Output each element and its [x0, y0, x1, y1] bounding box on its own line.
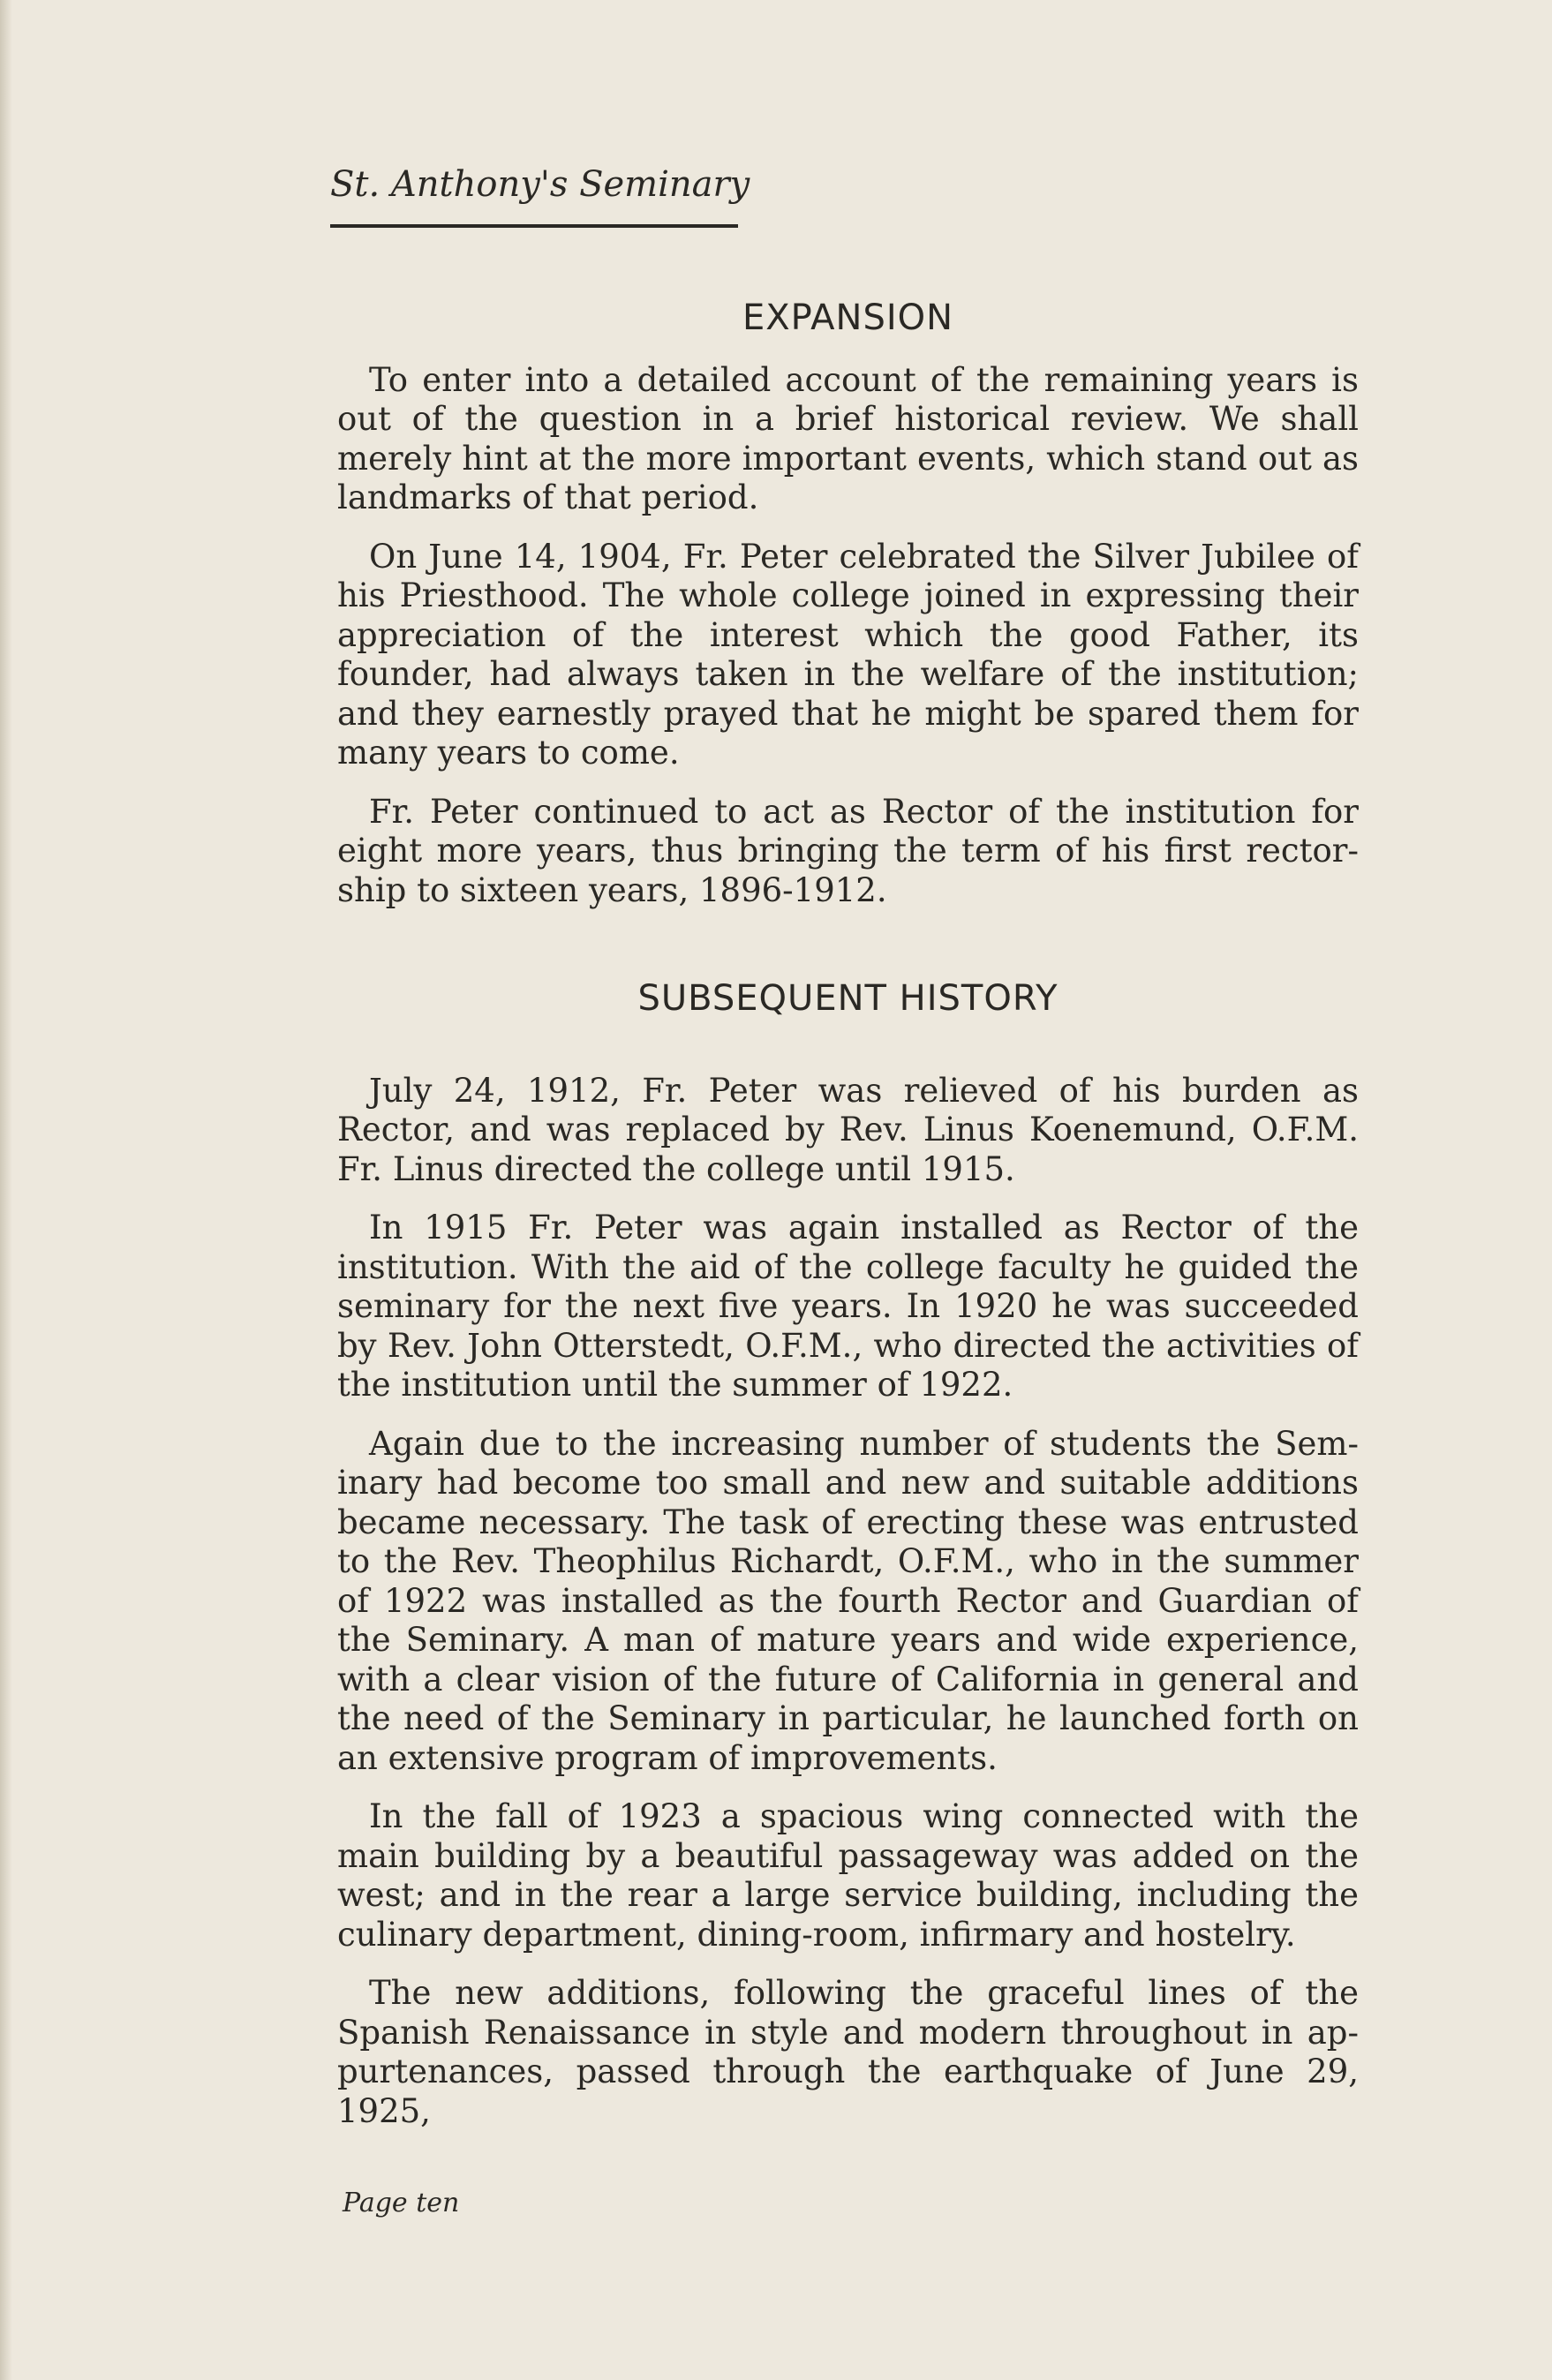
running-title-rule	[330, 224, 738, 228]
paragraph: To enter into a detailed account of the remaining years is out of the question in a brief historical review. We shall merely hint at the more important events, which stand out as landmarks of that period.	[337, 360, 1359, 516]
paragraph: July 24, 1912, Fr. Peter was relieved of his burden as Rector, and was replaced by Rev. Linus Koenemund, O.F.M. Fr. Linus directed the college until 1915.	[337, 1071, 1359, 1188]
running-title: St. Anthony's Seminary	[330, 164, 750, 205]
paragraph: Fr. Peter continued to act as Rector of the institution for eight more years, thus bringing the term of his first rectorship to sixteen years, 1896-1912.	[337, 792, 1359, 909]
page-number: Page ten	[343, 2188, 460, 2218]
paragraph: In 1915 Fr. Peter was again installed as Rector of the institution. With the aid of the college faculty he guided the seminary for the next five years. In 1920 he was succeeded by Rev. John Otterstedt, O.F.M., who directed the activities of the institution until the summer of 1922.	[337, 1209, 1359, 1404]
paragraph: In the fall of 1923 a spacious wing connected with the main building by a beautiful passageway was added on the west; and in the rear a large service building, including the culinary department, dining-room, infirmary and hostelry.	[337, 1797, 1359, 1954]
section-heading-expansion: EXPANSION	[742, 298, 954, 338]
paragraph: On June 14, 1904, Fr. Peter celebrated the Silver Jubilee of his Priesthood. The whole college joined in expressing their appreciation of the interest which the good Father, its founder, had always taken in the welfare of the institution; and they earnestly prayed that he might be spared them for many years to come.	[337, 537, 1359, 772]
paragraph: Again due to the increasing number of students the Seminary had become too small and new and suitable additions became necessary. The task of erecting these was entrusted to the Rev. Theophilus Richardt, O.F.M., who in the summer of 1922 was installed as the fourth Rector and Guardian of the Seminary. A man of mature years and wide experience, with a clear vision of the future of California in general and the need of the Seminary in particular, he launched forth on an extensive program of improvements.	[337, 1424, 1359, 1777]
section-heading-subsequent-history: SUBSEQUENT HISTORY	[637, 978, 1059, 1019]
paragraph: The new additions, following the graceful lines of the Spanish Renaissance in style and modern throughout in appurtenances, passed through the earthquake of June 29, 1925,	[337, 1974, 1359, 2130]
page-body	[337, 298, 1359, 2150]
page-binding-shadow	[0, 0, 12, 2380]
